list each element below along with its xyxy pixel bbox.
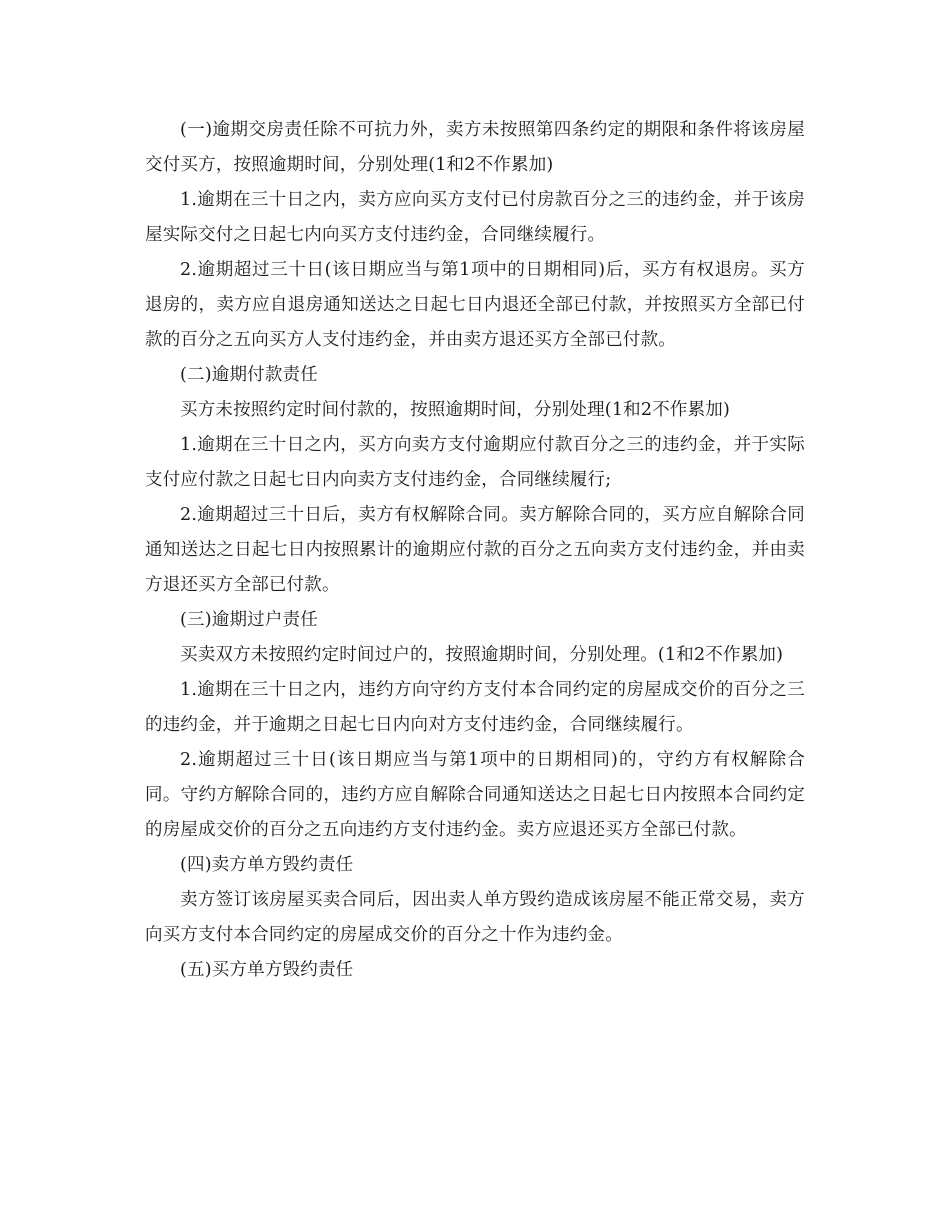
paragraph-late-payment-intro: 买方未按照约定时间付款的，按照逾期时间，分别处理(1和2不作累加) (180, 400, 731, 420)
document-body (145, 113, 805, 988)
paragraph-late-delivery-item-1: 1.逾期在三十日之内，卖方应向买方支付已付房款百分之三的违约金，并于该房屋实际交付之日起七内向买方支付违约金，合同继续履行。 (145, 190, 805, 245)
paragraph-seller-breach-body: 卖方签订该房屋买卖合同后，因出卖人单方毁约造成该房屋不能正常交易，卖方向买方支付本合同约定的房屋成交价的百分之十作为违约金。 (145, 890, 805, 945)
paragraph-late-delivery-item-2: 2.逾期超过三十日(该日期应当与第1项中的日期相同)后，买方有权退房。买方退房的，卖方应自退房通知送达之日起七日内退还全部已付款，并按照买方全部已付款的百分之五向买方人支付违约金，并由卖方退还买方全部已付款。 (145, 260, 805, 350)
paragraph-late-delivery-heading: (一)逾期交房责任除不可抗力外，卖方未按照第四条约定的期限和条件将该房屋交付买方，按照逾期时间，分别处理(1和2不作累加) (145, 120, 805, 175)
paragraph-buyer-breach-heading: (五)买方单方毁约责任 (180, 960, 354, 980)
paragraph-late-transfer-item-2: 2.逾期超过三十日(该日期应当与第1项中的日期相同)的，守约方有权解除合同。守约方解除合同的，违约方应自解除合同通知送达之日起七日内按照本合同约定的房屋成交价的百分之五向违约方支付违约金。卖方应退还买方全部已付款。 (145, 750, 805, 840)
paragraph-late-payment-item-2: 2.逾期超过三十日后，卖方有权解除合同。卖方解除合同的，买方应自解除合同通知送达之日起七日内按照累计的逾期应付款的百分之五向卖方支付违约金，并由卖方退还买方全部已付款。 (145, 505, 805, 595)
paragraph-late-transfer-item-1: 1.逾期在三十日之内，违约方向守约方支付本合同约定的房屋成交价的百分之三的违约金，并于逾期之日起七日内向对方支付违约金，合同继续履行。 (145, 680, 805, 735)
paragraph-late-payment-item-1: 1.逾期在三十日之内，买方向卖方支付逾期应付款百分之三的违约金，并于实际支付应付款之日起七日内向卖方支付违约金，合同继续履行; (145, 435, 805, 490)
paragraph-late-transfer-heading: (三)逾期过户责任 (180, 610, 318, 630)
paragraph-late-transfer-intro: 买卖双方未按照约定时间过户的，按照逾期时间，分别处理。(1和2不作累加) (180, 645, 784, 665)
paragraph-seller-breach-heading: (四)卖方单方毁约责任 (180, 855, 354, 875)
paragraph-late-payment-heading: (二)逾期付款责任 (180, 365, 318, 385)
